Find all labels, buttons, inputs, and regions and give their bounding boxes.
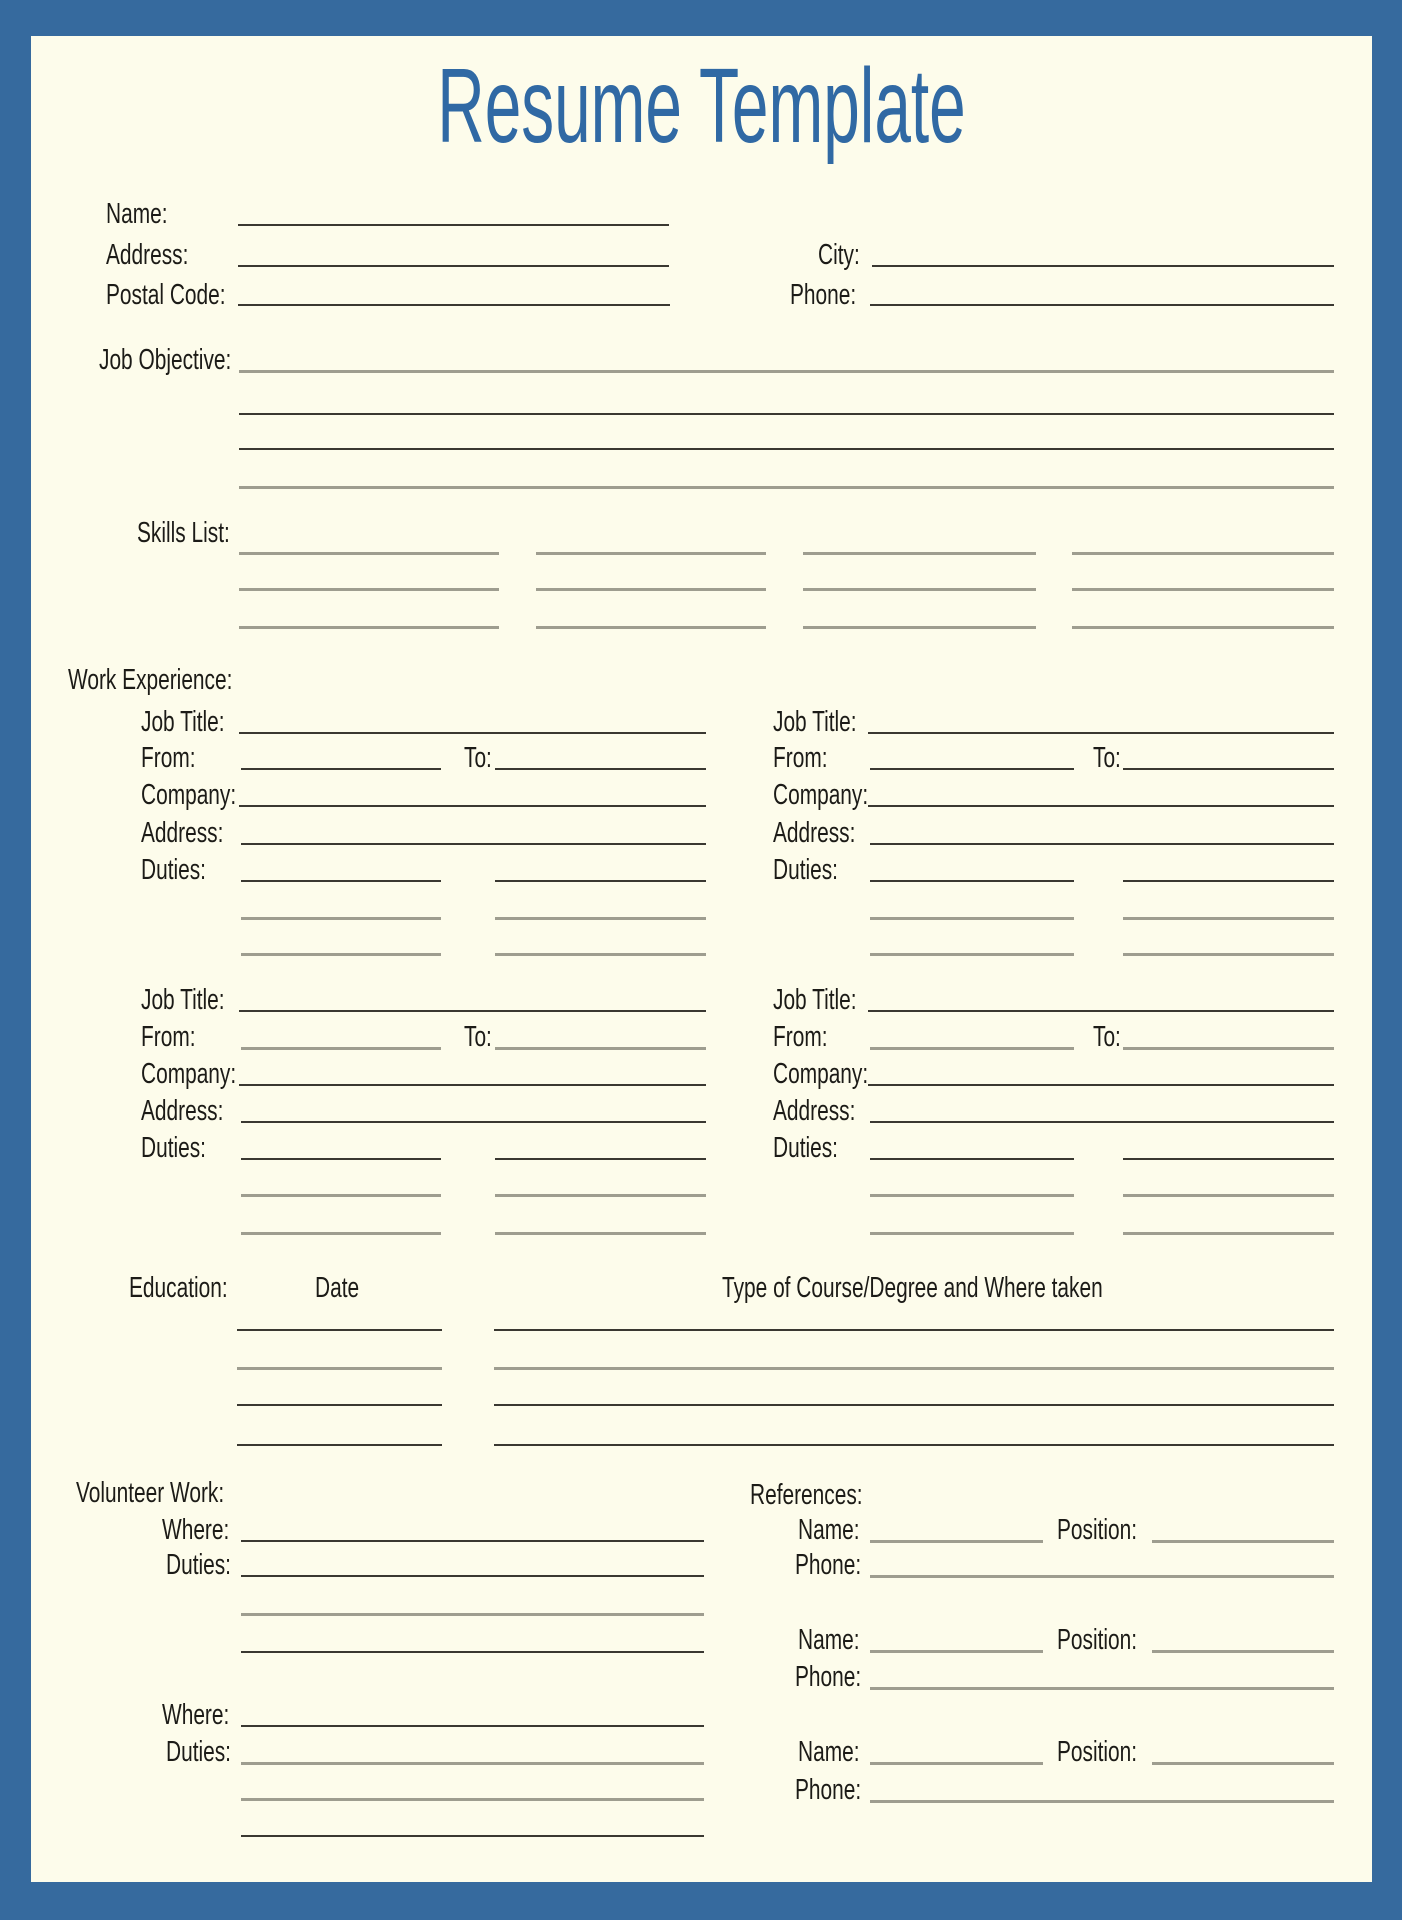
education-date-fill-line xyxy=(237,1367,442,1370)
phone-fill-line xyxy=(870,304,1334,306)
education-date-fill-line xyxy=(237,1444,442,1446)
skill-fill-line xyxy=(1072,552,1334,555)
phone-fill-line xyxy=(870,1800,1334,1803)
resume-template-page xyxy=(31,36,1372,1882)
from-fill-line xyxy=(870,1047,1074,1050)
address-fill-line xyxy=(241,1121,706,1123)
where-label: Where: xyxy=(162,1699,230,1731)
education-course-fill-line xyxy=(494,1367,1334,1370)
duties-fill-line xyxy=(241,917,441,920)
phone-label: Phone: xyxy=(795,1774,862,1806)
phone-fill-line xyxy=(870,1687,1334,1690)
duties-label: Duties: xyxy=(166,1549,231,1581)
phone-label: Phone: xyxy=(795,1661,862,1693)
where-fill-line xyxy=(241,1725,704,1727)
duties-fill-line xyxy=(495,1158,706,1160)
duties-fill-line xyxy=(495,1194,706,1197)
position-label: Position: xyxy=(1057,1624,1138,1656)
to-fill-line xyxy=(495,1047,706,1050)
from-fill-line xyxy=(870,768,1074,770)
job-title-label: Job Title: xyxy=(141,706,225,738)
skill-fill-line xyxy=(803,626,1036,629)
education-course-fill-line xyxy=(494,1329,1334,1331)
education-label: Education: xyxy=(129,1272,228,1304)
duties-fill-line xyxy=(241,1575,704,1577)
address-label: Address: xyxy=(106,239,189,271)
duties-label: Duties: xyxy=(166,1736,231,1768)
address-fill-line xyxy=(870,1121,1334,1123)
education-course-header: Type of Course/Degree and Where taken xyxy=(722,1272,1103,1304)
name-label: Name: xyxy=(798,1624,860,1656)
address-label: Address: xyxy=(773,1095,856,1127)
address-fill-line xyxy=(238,265,669,267)
references-label: References: xyxy=(750,1479,863,1511)
from-label: From: xyxy=(141,742,196,774)
from-label: From: xyxy=(141,1021,196,1053)
volunteer-work-label: Volunteer Work: xyxy=(76,1477,225,1509)
duties-fill-line xyxy=(241,1651,704,1653)
position-fill-line xyxy=(1152,1650,1334,1653)
duties-label: Duties: xyxy=(141,854,206,886)
phone-fill-line xyxy=(870,1575,1334,1578)
job-title-fill-line xyxy=(239,732,706,734)
duties-fill-line xyxy=(241,1835,704,1837)
from-fill-line xyxy=(241,1047,441,1050)
job-objective-fill-line xyxy=(239,413,1334,415)
duties-label: Duties: xyxy=(773,1132,838,1164)
company-label: Company: xyxy=(773,779,869,811)
to-label: To: xyxy=(1093,742,1121,774)
skills-list-label: Skills List: xyxy=(137,517,230,549)
name-fill-line xyxy=(870,1762,1043,1765)
education-course-fill-line xyxy=(494,1404,1334,1406)
duties-fill-line xyxy=(241,953,441,956)
duties-fill-line xyxy=(1123,1232,1334,1235)
education-date-fill-line xyxy=(237,1404,442,1406)
to-fill-line xyxy=(495,768,706,770)
duties-fill-line xyxy=(241,1194,441,1197)
duties-fill-line xyxy=(241,880,441,882)
job-title-fill-line xyxy=(239,1010,706,1012)
duties-fill-line xyxy=(870,953,1074,956)
duties-fill-line xyxy=(495,1232,706,1235)
job-objective-label: Job Objective: xyxy=(99,344,232,376)
duties-fill-line xyxy=(870,880,1074,882)
duties-label: Duties: xyxy=(141,1132,206,1164)
from-fill-line xyxy=(241,768,441,770)
job-title-label: Job Title: xyxy=(773,706,857,738)
education-date-fill-line xyxy=(237,1329,442,1331)
name-label: Name: xyxy=(106,198,168,230)
skill-fill-line xyxy=(803,552,1036,555)
skill-fill-line xyxy=(536,626,766,629)
skill-fill-line xyxy=(239,588,499,591)
company-label: Company: xyxy=(141,779,237,811)
address-label: Address: xyxy=(141,1095,224,1127)
company-fill-line xyxy=(239,805,706,807)
job-objective-fill-line xyxy=(239,486,1334,489)
work-experience-label: Work Experience: xyxy=(68,664,233,696)
duties-fill-line xyxy=(241,1158,441,1160)
position-fill-line xyxy=(1152,1540,1334,1543)
duties-label: Duties: xyxy=(773,854,838,886)
where-label: Where: xyxy=(162,1514,230,1546)
duties-fill-line xyxy=(241,1232,441,1235)
name-fill-line xyxy=(238,224,669,226)
company-fill-line xyxy=(239,1084,706,1086)
company-label: Company: xyxy=(141,1058,237,1090)
position-fill-line xyxy=(1152,1762,1334,1765)
duties-fill-line xyxy=(241,1762,704,1765)
company-fill-line xyxy=(868,1084,1334,1086)
city-fill-line xyxy=(872,265,1334,267)
address-label: Address: xyxy=(773,817,856,849)
duties-fill-line xyxy=(870,1158,1074,1160)
from-label: From: xyxy=(773,742,828,774)
name-fill-line xyxy=(870,1650,1043,1653)
name-fill-line xyxy=(870,1540,1043,1543)
skill-fill-line xyxy=(1072,588,1334,591)
position-label: Position: xyxy=(1057,1736,1138,1768)
job-objective-fill-line xyxy=(239,448,1334,450)
duties-fill-line xyxy=(495,917,706,920)
job-objective-fill-line xyxy=(239,370,1334,373)
name-label: Name: xyxy=(798,1736,860,1768)
address-fill-line xyxy=(870,843,1334,845)
duties-fill-line xyxy=(1123,917,1334,920)
skill-fill-line xyxy=(803,588,1036,591)
company-fill-line xyxy=(868,805,1334,807)
to-label: To: xyxy=(464,1021,492,1053)
city-label: City: xyxy=(818,239,860,271)
name-label: Name: xyxy=(798,1514,860,1546)
job-title-label: Job Title: xyxy=(773,984,857,1016)
address-fill-line xyxy=(241,843,706,845)
address-label: Address: xyxy=(141,817,224,849)
job-title-label: Job Title: xyxy=(141,984,225,1016)
to-fill-line xyxy=(1123,768,1334,770)
to-label: To: xyxy=(464,742,492,774)
skill-fill-line xyxy=(536,552,766,555)
phone-label: Phone: xyxy=(795,1549,862,1581)
education-date-header: Date xyxy=(315,1272,360,1304)
skill-fill-line xyxy=(239,552,499,555)
job-title-fill-line xyxy=(868,1010,1334,1012)
duties-fill-line xyxy=(870,1232,1074,1235)
company-label: Company: xyxy=(773,1058,869,1090)
duties-fill-line xyxy=(870,1194,1074,1197)
to-fill-line xyxy=(1123,1047,1334,1050)
education-course-fill-line xyxy=(494,1444,1334,1446)
duties-fill-line xyxy=(1123,880,1334,882)
duties-fill-line xyxy=(1123,1158,1334,1160)
where-fill-line xyxy=(241,1540,704,1542)
skill-fill-line xyxy=(536,588,766,591)
job-title-fill-line xyxy=(868,732,1334,734)
duties-fill-line xyxy=(870,917,1074,920)
skill-fill-line xyxy=(239,626,499,629)
duties-fill-line xyxy=(495,880,706,882)
phone-label: Phone: xyxy=(790,279,857,311)
to-label: To: xyxy=(1093,1021,1121,1053)
from-label: From: xyxy=(773,1021,828,1053)
duties-fill-line xyxy=(241,1613,704,1616)
duties-fill-line xyxy=(1123,953,1334,956)
duties-fill-line xyxy=(241,1798,704,1801)
page-title: Resume Template xyxy=(437,47,966,165)
postal-code-fill-line xyxy=(238,304,670,306)
skill-fill-line xyxy=(1072,626,1334,629)
position-label: Position: xyxy=(1057,1514,1138,1546)
postal-code-label: Postal Code: xyxy=(106,279,226,311)
duties-fill-line xyxy=(1123,1194,1334,1197)
duties-fill-line xyxy=(495,953,706,956)
